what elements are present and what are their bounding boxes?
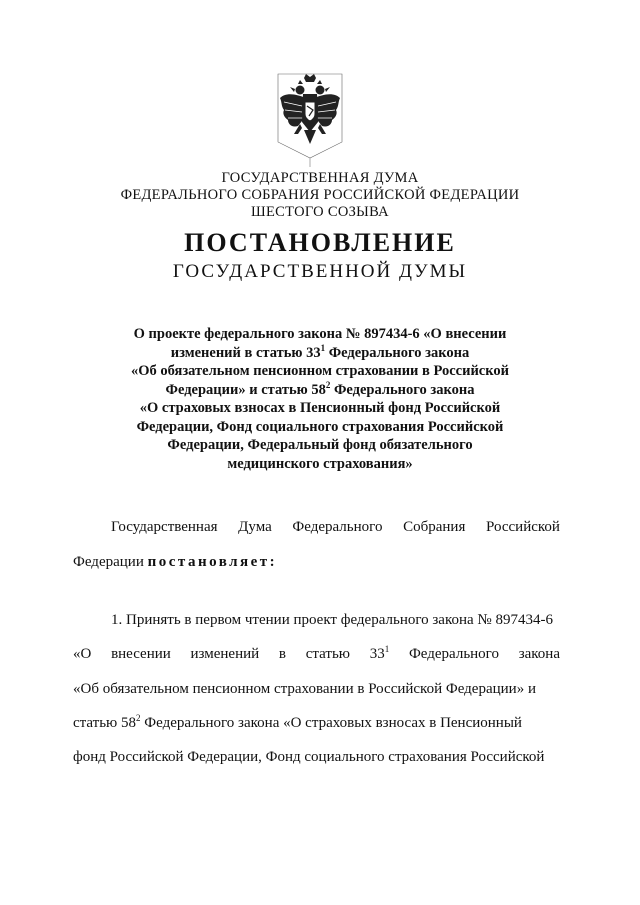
subject-line: «Об обязательном пенсионном страховании в Российской bbox=[130, 363, 510, 379]
item1-line-2: «О внесении изменений в статью $33^1$ Федерального закона bbox=[73, 644, 560, 662]
item1-line-1: 1. Принять в первом чтении проект федерального закона № 897434-6 bbox=[111, 612, 553, 628]
header-duma: ГОСУДАРСТВЕННАЯ ДУМА bbox=[221, 170, 419, 186]
subject-line: медицинского страхования» bbox=[227, 455, 413, 472]
header-convocation: ШЕСТОГО СОЗЫВА bbox=[251, 204, 389, 220]
double-headed-eagle-icon bbox=[276, 72, 344, 168]
item1-line-4: статью $58^2$ Федерального закона «О страховых взносах в Пенсионный bbox=[73, 713, 522, 731]
preamble-line-2: Федерации постановляет: bbox=[73, 554, 278, 570]
subject-line: О проекте федерального закона № 897434-6 «О внесении bbox=[133, 326, 507, 342]
subject-line: Федерации» и статью $58^2$ Федерального закона bbox=[165, 379, 475, 398]
item1-line-5: фонд Российской Федерации, Фонд социального страхования Российской bbox=[73, 749, 545, 765]
subject-line: Федерации, Федеральный фонд обязательного bbox=[167, 437, 473, 453]
coat-of-arms-emblem bbox=[276, 72, 344, 168]
document-subtitle: ГОСУДАРСТВЕННОЙ ДУМЫ bbox=[172, 261, 468, 282]
item1-line-3: «Об обязательном пенсионном страховании в Российской Федерации» и bbox=[73, 681, 536, 697]
subject-line: Федерации, Фонд социального страхования Российской bbox=[136, 418, 504, 435]
subject-line: изменений в статью $33^1$ Федерального закона bbox=[170, 342, 470, 361]
preamble-line-1: Государственная Дума Федерального Собрания Российской bbox=[111, 519, 560, 535]
header-assembly: ФЕДЕРАЛЬНОГО СОБРАНИЯ РОССИЙСКОЙ ФЕДЕРАЦИИ bbox=[120, 187, 520, 203]
document-title: ПОСТАНОВЛЕНИЕ bbox=[184, 228, 456, 257]
document-subject bbox=[128, 325, 512, 473]
resolves-word: постановляет: bbox=[147, 554, 278, 570]
subject-line: «О страховых взносах в Пенсионный фонд Российской bbox=[139, 400, 501, 416]
